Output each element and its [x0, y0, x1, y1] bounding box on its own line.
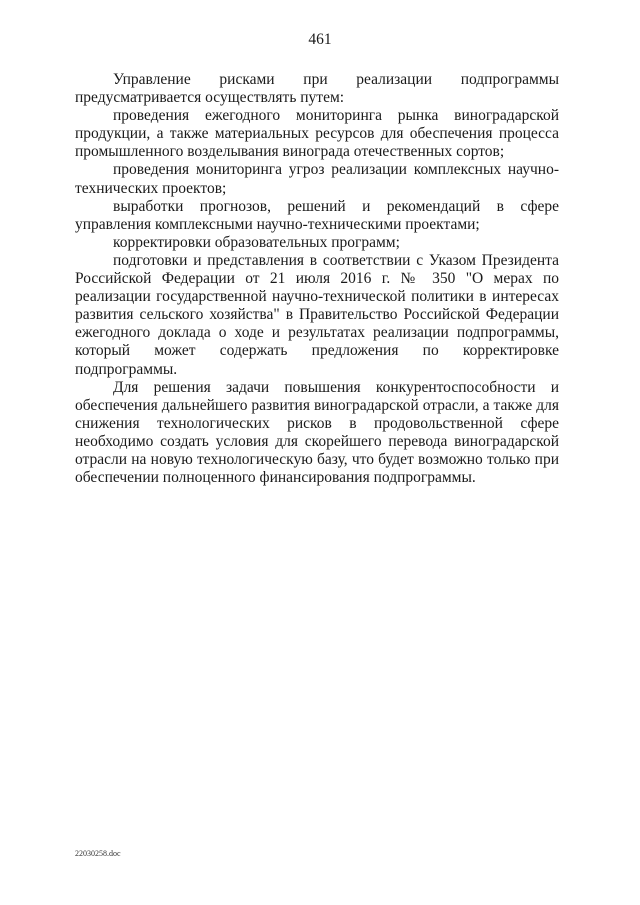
footer-filename: 22030258.doc — [75, 849, 121, 858]
paragraph-risk-management-intro: Управление рисками при реализации подпрограммы предусматривается осуществлять путем: — [75, 71, 559, 107]
paragraph-education-programs: корректировки образовательных программ; — [113, 233, 400, 251]
document-body — [75, 71, 559, 487]
paragraph-annual-report: подготовки и представления в соответствии с Указом Президента Российской Федерации от 21 июля 2016 г. № 350 "О мерах по реализации государственной научно-технической политики в интересах развития сельского хозяйства" в Правительство Российской Федерации ежегодного доклада о ходе и результатах реализации подпрограммы, который может содержать предложения по корректировке подпрограммы. — [75, 251, 559, 378]
paragraph-market-monitoring: проведения ежегодного мониторинга рынка виноградарской продукции, а также материальных ресурсов для обеспечения процесса промышленного возделывания винограда отечественных сортов; — [75, 107, 559, 161]
paragraph-forecasts: выработки прогнозов, решений и рекомендаций в сфере управления комплексными научно-техническими проектами; — [75, 197, 559, 233]
page-number: 461 — [308, 31, 332, 48]
paragraph-threat-monitoring: проведения мониторинга угроз реализации комплексных научно-технических проектов; — [75, 161, 559, 197]
paragraph-competitiveness: Для решения задачи повышения конкурентоспособности и обеспечения дальнейшего развития виноградарской отрасли, а также для снижения технологических рисков в продовольственной сфере необходимо создать условия для скорейшего перевода виноградарской отрасли на новую технологическую базу, что будет возможно только при обеспечении полноценного финансирования подпрограммы. — [75, 378, 559, 487]
